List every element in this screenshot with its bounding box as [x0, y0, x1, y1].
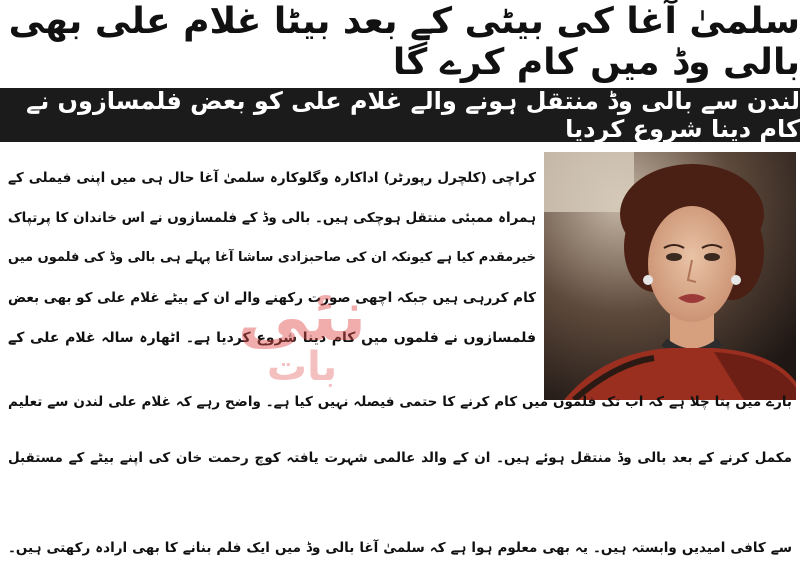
svg-text:بات: بات	[266, 344, 338, 390]
article-line: فلمسازوں نے فلموں میں کام دینا شروع کردیا ہے۔ اٹھارہ سالہ غلام علی کے	[8, 330, 536, 346]
subheadline: لندن سے بالی وڈ منتقل ہونے والے غلام علی کو بعض فلمسازوں نے کام دینا شروع کردیا	[26, 87, 800, 143]
headline: سلمیٰ آغا کی بیٹی کے بعد بیٹا غلام علی بھی بالی وڈ میں کام کرے گا	[8, 1, 800, 83]
article-line: کام کررہی ہیں جبکہ اچھی صورت رکھنے والے ان کے بیٹے غلام علی کو بھی بعض	[8, 290, 536, 306]
article-line: بارے میں پتا چلا ہے کہ اب تک فلموں میں کام کرنے کا حتمی فیصلہ نہیں کیا ہے۔ واضح رہے کہ غلام علی لندن سے تعلیم	[8, 394, 792, 410]
article-line: خیرمقدم کیا ہے کیونکہ ان کی صاحبزادی ساشا آغا پہلے ہی بالی وڈ کی فلموں میں	[8, 250, 536, 265]
portrait-photo	[544, 152, 796, 400]
subheadline-band	[0, 88, 800, 142]
article-line: مکمل کرنے کے بعد بالی وڈ منتقل ہوئے ہیں۔ ان کے والد عالمی شہرت یافتہ کوچ رحمت خان کی اپنے بیٹے کے مستقبل	[8, 450, 792, 466]
article-line: سے کافی امیدیں وابستہ ہیں۔ یہ بھی معلوم ہوا ہے کہ سلمیٰ آغا بالی وڈ میں ایک فلم بنانے کا بھی ارادہ رکھتی ہیں۔	[8, 540, 792, 556]
svg-text:نئی: نئی	[237, 273, 367, 357]
article-line: ہمراہ ممبئی منتقل ہوچکی ہیں۔ بالی وڈ کے فلمسازوں نے اس خاندان کا پرتپاک	[8, 210, 536, 226]
article-line: کراچی (کلچرل رپورٹر) اداکارہ وگلوکارہ سلمیٰ آغا حال ہی میں اپنی فیملی کے	[8, 170, 536, 186]
